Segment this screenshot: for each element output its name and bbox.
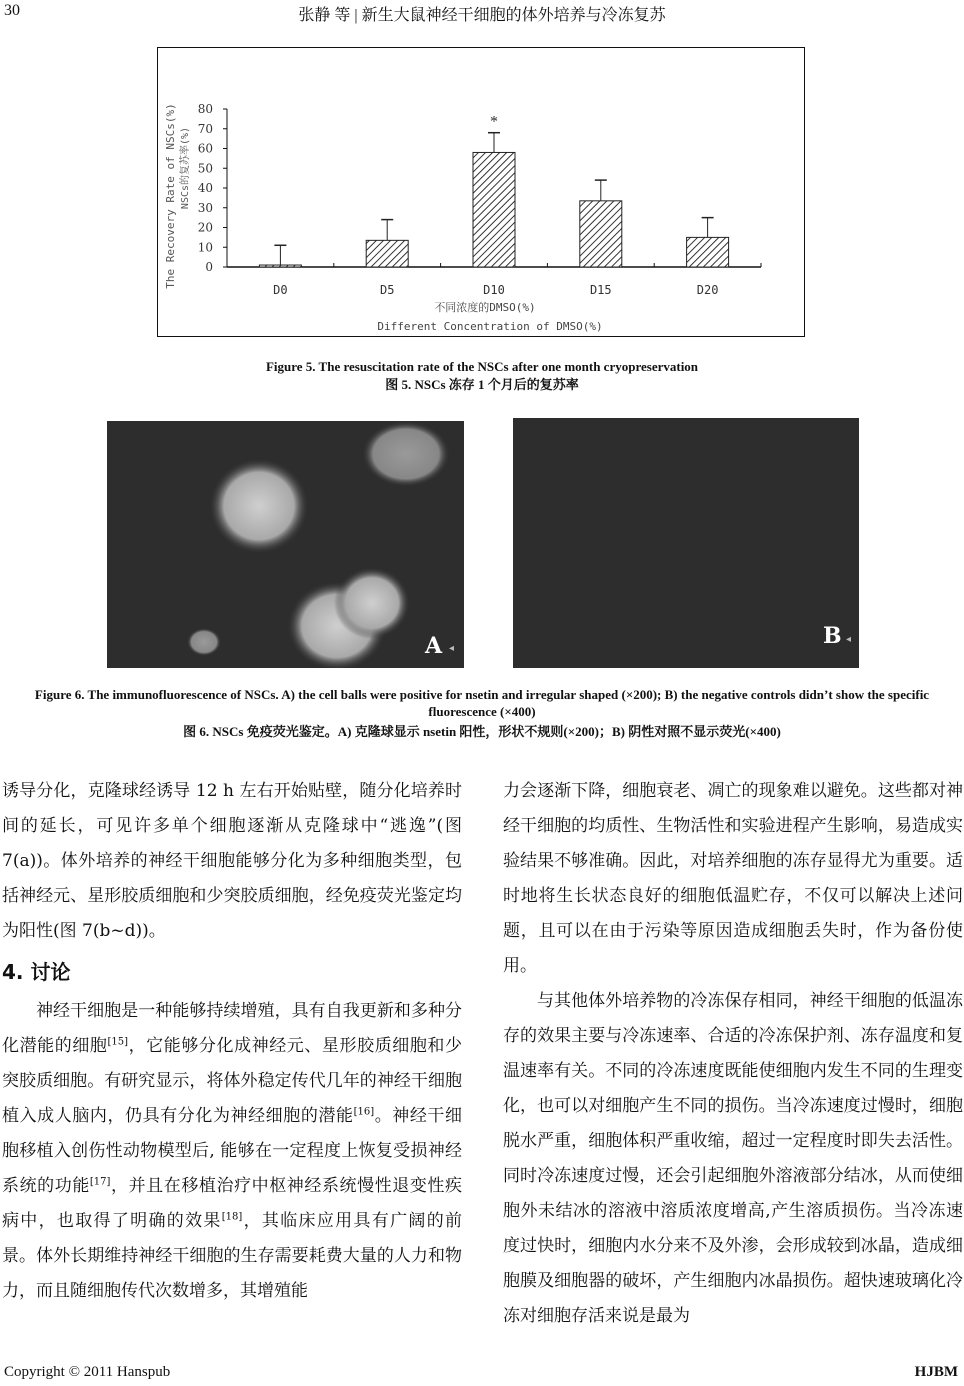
- bar-d0: [259, 265, 301, 267]
- figure5-caption-en: Figure 5. The resuscitation rate of the NSCs after one month cryopreservation: [265, 359, 699, 374]
- journal-name: HJBM: [914, 1364, 958, 1380]
- paragraph: 力会逐渐下降，细胞衰老、凋亡的现象难以避免。这些都对神经干细胞的均质性、生物活性和实验进程产生影响，易造成实验结果不够准确。因此，对培养细胞的冻存显得尤为重要。适时地将生长状态良好的细胞低温贮存，不仅可以解决上述问题，且可以在由于污染等原因造成细胞丢失时，作为备份使用。: [503, 781, 963, 976]
- panel-a-label: A: [425, 633, 443, 659]
- text-run: 神经干细胞是一种能够持续增殖，具有自我更新和多种分化潜能的细胞: [2, 1001, 462, 1056]
- paragraph: 诱导分化，克隆球经诱导 12 h 左右开始贴壁，随分化培养时间的延长，可见许多单个细胞逐渐从克隆球中“逃逸”(图 7(a))。体外培养的神经干细胞能够分化为多种细胞类型，包括神经元、星形胶质细胞和少突胶质细胞，经免疫荧光鉴定均为阳性(图 7(b~d))。: [2, 781, 462, 941]
- left-column: [2, 774, 462, 1309]
- y-tick-label: 50: [197, 161, 213, 176]
- bar-d10: [473, 152, 515, 267]
- citation[interactable]: [17]: [89, 1176, 111, 1188]
- bar-chart: [158, 48, 806, 338]
- y-tick-label: 60: [197, 141, 213, 156]
- y-tick-label: 20: [197, 220, 213, 235]
- x-tick-label: D5: [379, 283, 395, 297]
- cell-balls-image: [107, 421, 464, 668]
- y-tick-label: 0: [205, 260, 213, 274]
- paragraph: 与其他体外培养物的冷冻保存相同，神经干细胞的低温冻存的效果主要与冷冻速率、合适的冷冻保护剂、冻存温度和复温速率有关。不同的冷冻速度既能使细胞内发生不同的生理变化，也可以对细胞产生不同的损伤。当冷冻速度过慢时，细胞脱水严重，细胞体积严重收缩，超过一定程度时即失去活性。同时冷冻速度过慢，还会引起细胞外溶液部分结冰，从而使细胞外未结冰的溶液中溶质浓度增高,产生溶质损伤。当冷冻速度过快时，细胞内水分来不及外渗，会形成较到冰晶，造成细胞膜及细胞器的破坏，产生细胞内冰晶损伤。超快速玻璃化冷冻对细胞存活来说是最为: [503, 991, 963, 1326]
- y-axis-label-cn: NSCs的复苏率(%): [180, 126, 191, 210]
- text-run: ，其临床应用具有广阔的前景。体外长期维持神经干细胞的生存需要耗费大量的人力和物力，而且随细胞传代次数增多，其增殖能: [2, 1211, 462, 1301]
- x-tick-label: D20: [696, 283, 719, 297]
- bar-d5: [366, 240, 408, 267]
- arrow-icon: ◂: [846, 634, 852, 645]
- citation[interactable]: [16]: [353, 1106, 375, 1118]
- cell-ball: [362, 421, 450, 487]
- figure5-chart: [157, 47, 805, 337]
- x-tick-label: D0: [273, 283, 288, 297]
- bar-d15: [580, 201, 622, 267]
- y-tick-label: 70: [197, 121, 213, 136]
- x-axis-label-cn: 不同浓度的DMSO(%): [434, 301, 536, 314]
- figure5-caption-cn: 图 5. NSCs 冻存 1 个月后的复苏率: [385, 377, 579, 392]
- text-run: 。神经干细胞移植入创伤性动物模型后, 能够在一定程度上恢复受损神经系统的功能: [2, 1106, 463, 1196]
- x-tick-label: D15: [589, 283, 612, 297]
- x-tick-label: D10: [483, 283, 505, 297]
- y-tick-label: 40: [197, 181, 213, 195]
- text-run: ，它能够分化成神经元、星形胶质细胞和少突胶质细胞。有研究显示，将体外稳定传代几年的神经干细胞植入成人脑内，仍具有分化为神经细胞的潜能: [2, 1036, 463, 1126]
- y-tick-label: 80: [197, 102, 213, 116]
- x-axis-label-en: Different Concentration of DMSO(%): [377, 320, 603, 333]
- page-number: 30: [4, 2, 20, 19]
- micrograph-panel-a: [107, 421, 464, 668]
- micrograph-panel-b: [513, 418, 859, 668]
- significance-marker: *: [490, 113, 498, 131]
- right-column: [503, 774, 963, 1334]
- copyright: Copyright © 2011 Hanspub: [4, 1364, 171, 1380]
- y-tick-label: 10: [197, 240, 213, 255]
- bar-d20: [687, 237, 729, 267]
- citation[interactable]: [18]: [221, 1211, 243, 1223]
- running-title: 张静 等 | 新生大鼠神经干细胞的体外培养与冷冻复苏: [298, 7, 666, 24]
- arrow-icon: ◂: [449, 643, 455, 654]
- y-tick-label: 30: [197, 200, 213, 215]
- y-axis-label-en: The Recovery Rate of NSCs(%): [164, 103, 177, 289]
- citation[interactable]: [15]: [107, 1036, 129, 1048]
- figure6-caption-en: Figure 6. The immunofluorescence of NSCs. A) the cell balls were positive for nsetin and irregular shaped (×200); B) the negative controls didn’t show the specific fluorescence (×400): [34, 687, 930, 719]
- cell-ball: [334, 567, 410, 639]
- section-heading: 4. 讨论: [2, 960, 71, 984]
- figure6-caption-cn: 图 6. NSCs 免疫荧光鉴定。A) 克隆球显示 nsetin 阳性，形状不规则(×200)；B) 阴性对照不显示荧光(×400): [183, 724, 781, 739]
- text-run: ，并且在移植治疗中枢神经系统慢性退变性疾病中，也取得了明确的效果: [2, 1176, 463, 1231]
- panel-b-label: B: [823, 623, 842, 649]
- cell-ball: [187, 628, 221, 656]
- cell-ball: [209, 458, 309, 554]
- paragraph: [2, 994, 462, 1309]
